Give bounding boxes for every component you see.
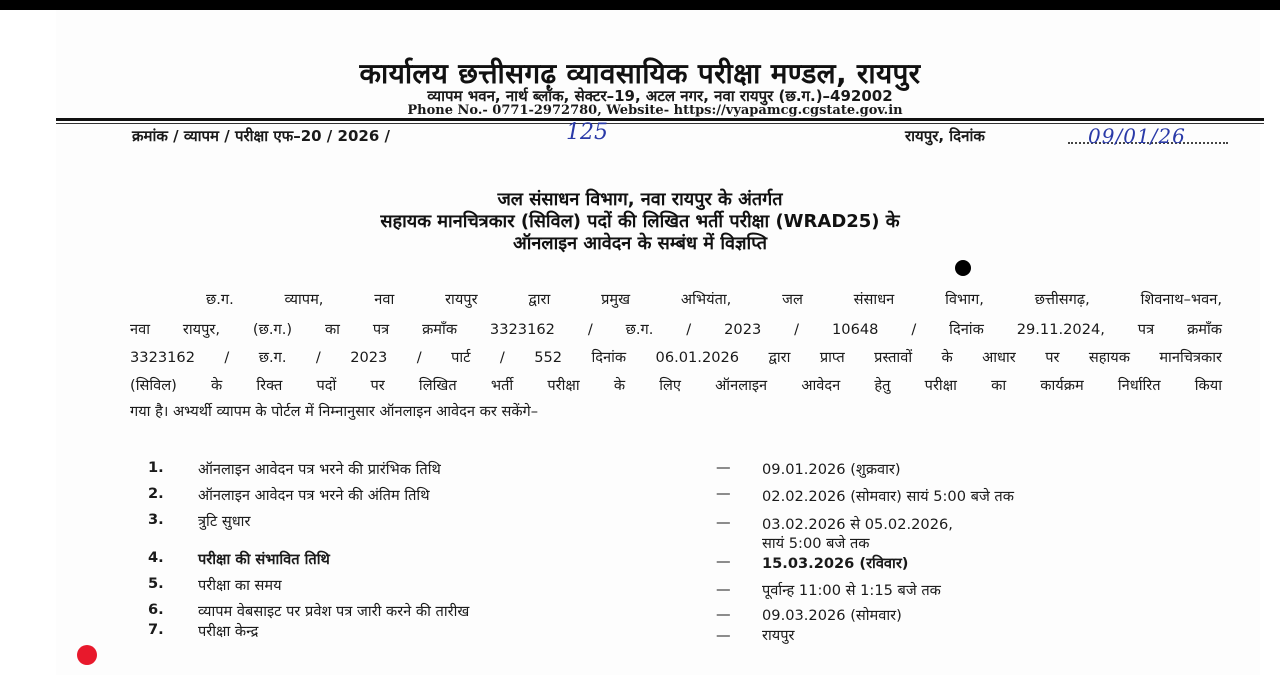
schedule-value-continued: सायं 5:00 बजे तक bbox=[762, 535, 870, 552]
schedule-number: 3. bbox=[148, 511, 164, 528]
date-handwritten: 09/01/26 bbox=[1088, 124, 1186, 148]
body-line-2: नवा रायपुर, (छ.ग.) का पत्र क्रमाँक 3323162 / छ.ग. / 2023 / 10648 / दिनांक 29.11.2024, पत्र क्रमाँक bbox=[130, 321, 1222, 338]
schedule-label: परीक्षा की संभावित तिथि bbox=[198, 551, 330, 568]
schedule-label: ऑनलाइन आवेदन पत्र भरने की अंतिम तिथि bbox=[198, 487, 430, 504]
schedule-value: 09.01.2026 (शुक्रवार) bbox=[762, 461, 901, 478]
schedule-value: पूर्वान्ह 11:00 से 1:15 बजे तक bbox=[762, 582, 941, 599]
body-line-4: (सिविल) के रिक्त पदों पर लिखित भर्ती परीक्षा के लिए ऑनलाइन आवेदन हेतु परीक्षा का कार्यक्रम निर्धारित किया bbox=[130, 377, 1222, 394]
body-line-5: गया है। अभ्यर्थी व्यापम के पोर्टल में निम्नानुसार ऑनलाइन आवेदन कर सकेंगे– bbox=[130, 403, 539, 420]
header-rule-thick bbox=[56, 118, 1264, 121]
schedule-number: 5. bbox=[148, 575, 164, 592]
schedule-value: 09.03.2026 (सोमवार) bbox=[762, 607, 902, 624]
schedule-label: त्रुटि सुधार bbox=[198, 513, 251, 530]
schedule-number: 7. bbox=[148, 621, 164, 638]
date-label: रायपुर, दिनांक bbox=[905, 127, 985, 145]
red-record-dot bbox=[77, 645, 97, 665]
office-address: व्यापम भवन, नार्थ ब्लॉक, सेक्टर–19, अटल नगर, नवा रायपुर (छ.ग.)–492002 bbox=[427, 87, 893, 105]
schedule-dash: — bbox=[716, 606, 731, 623]
schedule-label: ऑनलाइन आवेदन पत्र भरने की प्रारंभिक तिथि bbox=[198, 461, 441, 478]
schedule-number: 1. bbox=[148, 459, 164, 476]
schedule-number: 2. bbox=[148, 485, 164, 502]
body-line-1: छ.ग. व्यापम, नवा रायपुर द्वारा प्रमुख अभियंता, जल संसाधन विभाग, छत्तीसगढ़, शिवनाथ–भवन, bbox=[206, 291, 1222, 308]
reference-number: क्रमांक / व्यापम / परीक्षा एफ–20 / 2026 / bbox=[132, 127, 390, 145]
schedule-dash: — bbox=[716, 627, 731, 644]
subject-line-3: ऑनलाइन आवेदन के सम्बंध में विज्ञप्ति bbox=[512, 233, 767, 254]
schedule-dash: — bbox=[716, 581, 731, 598]
schedule-value: 15.03.2026 (रविवार) bbox=[762, 555, 909, 572]
office-title: कार्यालय छत्तीसगढ़ व्यावसायिक परीक्षा मण्डल, रायपुर bbox=[359, 57, 921, 90]
schedule-dash: — bbox=[716, 485, 731, 502]
schedule-label: व्यापम वेबसाइट पर प्रवेश पत्र जारी करने की तारीख bbox=[198, 603, 470, 620]
schedule-dash: — bbox=[716, 459, 731, 476]
body-line-3: 3323162 / छ.ग. / 2023 / पार्ट / 552 दिनांक 06.01.2026 द्वारा प्राप्त प्रस्तावों के आधार पर सहायक मानचित्रकार bbox=[130, 349, 1223, 366]
schedule-number: 6. bbox=[148, 601, 164, 618]
schedule-dash: — bbox=[716, 514, 731, 531]
office-contact: Phone No.- 0771-2972780, Website- https://vyapamcg.cgstate.gov.in bbox=[407, 103, 903, 118]
schedule-value: रायपुर bbox=[762, 627, 795, 644]
schedule-value: 03.02.2026 से 05.02.2026, bbox=[762, 516, 953, 533]
ink-dot-mark bbox=[955, 260, 971, 276]
subject-line-1: जल संसाधन विभाग, नवा रायपुर के अंतर्गत bbox=[497, 189, 783, 210]
reference-number-handwritten: 125 bbox=[566, 120, 608, 145]
schedule-label: परीक्षा केन्द्र bbox=[198, 623, 259, 640]
header-rule-thin bbox=[56, 123, 1264, 124]
schedule-dash: — bbox=[716, 553, 731, 570]
subject-line-2: सहायक मानचित्रकार (सिविल) पदों की लिखित भर्ती परीक्षा (WRAD25) के bbox=[380, 211, 900, 232]
schedule-label: परीक्षा का समय bbox=[198, 577, 282, 594]
schedule-value: 02.02.2026 (सोमवार) सायं 5:00 बजे तक bbox=[762, 488, 1014, 505]
schedule-number: 4. bbox=[148, 549, 164, 566]
